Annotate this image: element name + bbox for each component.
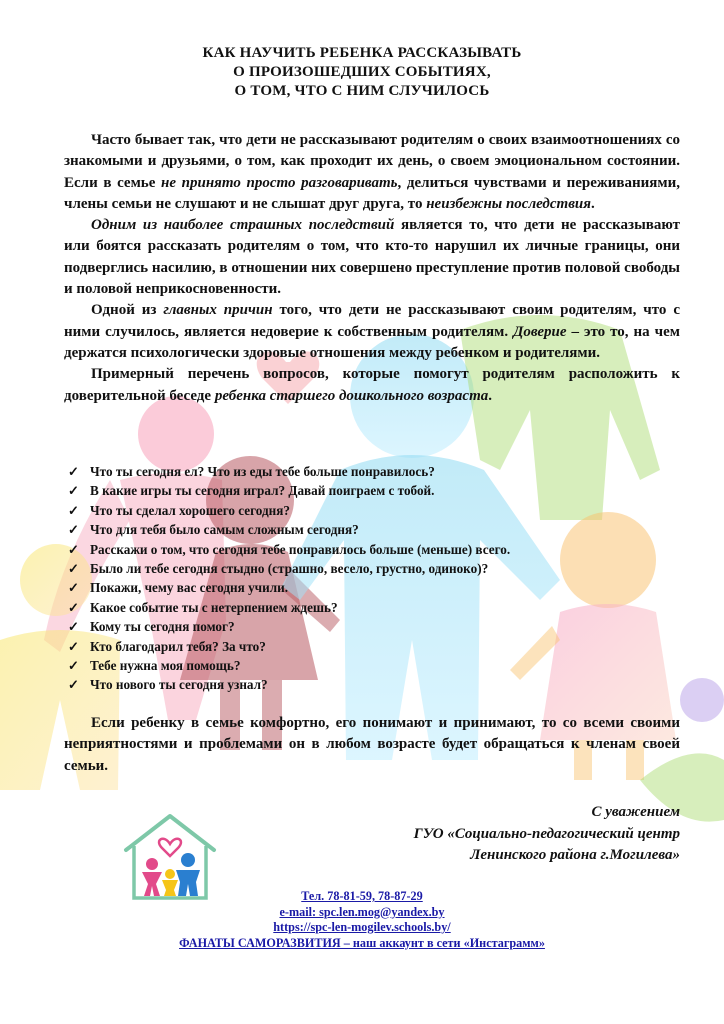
- question-text: Было ли тебе сегодня стыдно (страшно, весело, грустно, одиноко)?: [90, 561, 489, 577]
- para3-text-a: Одной из: [91, 302, 164, 319]
- question-item: [64, 520, 664, 539]
- main-text: [64, 130, 680, 407]
- checkmark-icon: ✓: [68, 541, 79, 557]
- question-text: Расскажи о том, что сегодня тебе понравилось больше (меньше) всего.: [90, 541, 511, 557]
- para4-emphasis-b: ребенка старшего дошкольного возраста: [214, 387, 489, 404]
- checkmark-icon: ✓: [68, 522, 79, 538]
- signature-location: Ленинского района г.Могилева»: [470, 847, 680, 863]
- checkmark-icon: ✓: [68, 502, 79, 518]
- para1-emphasis-b: не принято просто разговаривать: [161, 174, 398, 191]
- question-item: [64, 675, 664, 694]
- question-text: Какое событие ты с нетерпением ждешь?: [90, 599, 338, 615]
- question-item: [64, 598, 664, 617]
- signature-greeting: С уважением: [591, 804, 680, 820]
- title-line-1: КАК НАУЧИТЬ РЕБЕНКА РАССКАЗЫВАТЬ: [202, 45, 522, 61]
- title-line-2: О ПРОИЗОШЕДШИХ СОБЫТИЯХ,: [233, 64, 491, 80]
- question-text: Что нового ты сегодня узнал?: [90, 677, 268, 693]
- conclusion-text: [64, 713, 680, 777]
- question-text: В какие игры ты сегодня играл? Давай поиграем с тобой.: [90, 483, 435, 499]
- checkmark-icon: ✓: [68, 619, 79, 635]
- question-item: [64, 481, 664, 500]
- question-text: Кому ты сегодня помог?: [90, 619, 235, 635]
- para3-text-c: того, что дети не рассказывают своим родителям, что с ними случилось, является недоверие к собственным родителям.: [64, 302, 681, 340]
- document-title: [0, 44, 724, 101]
- paragraph-4: [64, 364, 680, 407]
- phone-link[interactable]: Тел. 78-81-59, 78-87-29: [301, 889, 423, 903]
- paragraph-2: [64, 215, 680, 300]
- question-text: Что ты сегодня ел? Что из еды тебе больше понравилось?: [90, 464, 435, 479]
- para3-emphasis-b: главных причин: [163, 302, 273, 319]
- contacts-block: [0, 889, 724, 951]
- checkmark-icon: ✓: [68, 658, 79, 674]
- para2-emphasis-a: Одним из наиболее страшных последствий: [91, 217, 395, 234]
- question-text: Кто благодарил тебя? За что?: [90, 638, 266, 654]
- title-line-3: О ТОМ, ЧТО С НИМ СЛУЧИЛОСЬ: [234, 83, 490, 99]
- question-item: [64, 559, 664, 578]
- question-text: Тебе нужна моя помощь?: [90, 658, 241, 674]
- paragraph-5: Если ребенку в семье комфортно, его понимают и принимают, то со всеми своими неприятностями и проблемами он в любом возрасте будет обращаться к членам своей семьи.: [64, 715, 680, 774]
- question-item: [64, 578, 664, 597]
- para1-text-e: .: [590, 195, 595, 212]
- para3-text-e: – это то, на чем держатся психологически здоровые отношения между ребенком и родителями.: [64, 323, 680, 361]
- question-item: [64, 501, 664, 520]
- checkmark-icon: ✓: [68, 677, 79, 693]
- para2-text-b: является то, что дети не рассказывают или боятся рассказать родителям о том, что кто-то нарушил их личные границы, они подверглись насилию, в отношении них совершено преступление против половой свободы и половой неприкосновенности.: [64, 217, 681, 298]
- paragraph-3: [64, 300, 680, 364]
- family-house-logo-icon: [118, 810, 222, 902]
- checkmark-icon: ✓: [68, 580, 79, 596]
- question-item: [64, 656, 664, 675]
- question-item: [64, 462, 664, 481]
- paragraph-1: [64, 130, 680, 215]
- questions-checklist: [64, 462, 664, 695]
- question-item: [64, 617, 664, 636]
- checkmark-icon: ✓: [68, 599, 79, 615]
- para4-text-c: .: [488, 387, 492, 404]
- website-link[interactable]: https://spc-len-mogilev.schools.by/: [273, 920, 451, 935]
- question-text: Покажи, чему вас сегодня учили.: [90, 580, 288, 596]
- para4-text-a: Примерный перечень вопросов, которые помогут родителям расположить к доверительной беседе: [64, 366, 680, 404]
- checkmark-icon: ✓: [68, 483, 79, 499]
- checkmark-icon: ✓: [68, 464, 79, 479]
- para3-emphasis-d: Доверие: [513, 323, 567, 340]
- para1-text-a: Часто бывает так, что дети не рассказывают родителям о своих взаимоотношениях со знакомыми и друзьями, о том, как проходит их день, о своем эмоциональном состоянии. Если в семье: [64, 132, 680, 191]
- para1-text-c: , делиться чувствами и переживаниями, члены семьи не слушают и не слышат друг друга, то: [64, 174, 680, 212]
- instagram-link[interactable]: ФАНАТЫ САМОРАЗВИТИЯ – наш аккаунт в сети «Инстаграмм»: [179, 935, 545, 950]
- signature-block: [414, 802, 680, 867]
- question-text: Что ты сделал хорошего сегодня?: [90, 502, 291, 518]
- question-item: [64, 637, 664, 656]
- question-text: Что для тебя было самым сложным сегодня?: [90, 522, 359, 538]
- checkmark-icon: ✓: [68, 561, 79, 577]
- para1-emphasis-d: неизбежны последствия: [426, 195, 591, 212]
- signature-organization: ГУО «Социально-педагогический центр: [413, 825, 680, 842]
- checkmark-icon: ✓: [68, 638, 79, 654]
- question-item: [64, 540, 664, 559]
- email-link[interactable]: e-mail: spc.len.mog@yandex.by: [279, 904, 445, 919]
